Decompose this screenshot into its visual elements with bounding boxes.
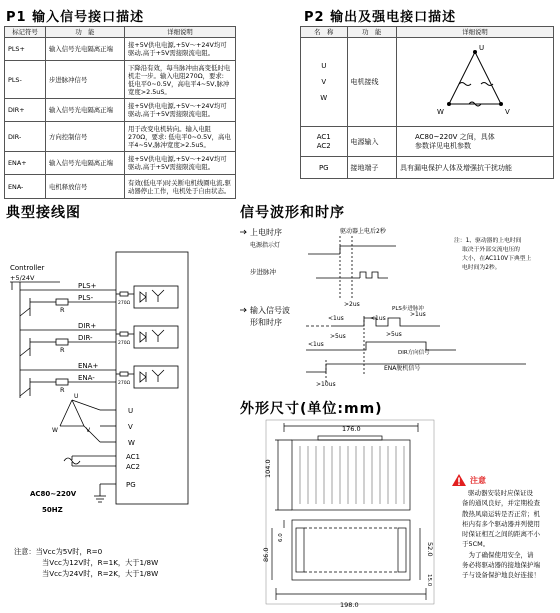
warning-line: 驱动器安装时应保证设 — [468, 489, 533, 497]
p1-row-function: 输入信号光电隔离正端 — [46, 152, 125, 175]
opto-resistor-label: 270Ω — [118, 341, 131, 346]
p1-row-detail: 接+5V供电电源,+5V～+24V均可驱动,高于+5V需接限流电阻。 — [125, 152, 236, 175]
p2-pg-desc: 具有漏电保护人体及增强抗干扰功能 — [397, 157, 554, 179]
step-pulse-label: 步进脉冲 — [250, 268, 276, 276]
frequency-label: 50HZ — [42, 506, 63, 514]
p1-row-symbol: PLS+ — [5, 38, 46, 61]
timing-gt2us: >2us — [344, 301, 360, 308]
input-pls-plus: PLS+ — [78, 282, 97, 290]
timing-note-line: 大小，在AC110V下典型上 — [462, 256, 532, 262]
input-dir-minus: DIR- — [78, 334, 93, 342]
motor-winding-diagram — [397, 38, 553, 124]
tri-label-u: U — [479, 44, 485, 52]
p2-header-function: 功 能 — [347, 27, 396, 38]
input-pls-minus: PLS- — [78, 294, 94, 302]
input-ena-minus: ENA- — [78, 374, 95, 382]
dim-width-top: 176.0 — [342, 425, 361, 433]
p1-row-detail: 接+5V供电电源,+5V～+24V均可驱动,高于+5V需接限流电阻。 — [125, 99, 236, 122]
output-ac2: AC2 — [126, 463, 141, 471]
dimension-drawing — [256, 416, 440, 612]
timing-gt10us: >10us — [316, 381, 336, 388]
output-u: U — [128, 407, 134, 415]
p1-row-function: 输入信号光电隔离正端 — [46, 38, 125, 61]
p1-row-detail: 下降沿有效，每当脉冲由高变低时电机走一步。输入电阻270Ω，要求: 低电平0~0.5V，高电平4~5V,脉冲宽度>2.5uS。 — [125, 61, 236, 99]
output-v: V — [128, 423, 133, 431]
wiring-diagram — [0, 220, 232, 520]
p2-power-desc-1: AC80~220V 之间，具体 — [415, 132, 495, 141]
p1-row-symbol: DIR+ — [5, 99, 46, 122]
p1-row-function: 方向控制信号 — [46, 122, 125, 152]
dim-width-bottom: 198.0 — [340, 601, 359, 609]
p2-power-desc-2: 参数详见电机参数 — [415, 141, 471, 150]
warning-line: 备的通风良好，并定期检查 — [462, 499, 540, 508]
timing-diagram — [236, 220, 558, 392]
p2-pin-u: U — [321, 62, 327, 70]
output-pg: PG — [126, 481, 136, 489]
warning-text — [462, 488, 558, 581]
timing-note-line: 注：1、驱动器的上电时间 — [454, 238, 522, 244]
warning-line: 于5CM。 — [462, 540, 490, 549]
motor-tri-u: U — [74, 393, 79, 400]
tri-label-w: W — [437, 108, 444, 116]
p1-header-function: 功 能 — [46, 27, 125, 38]
p2-pin-w: W — [320, 94, 328, 102]
warning-line: 为了确保使用安全，请 — [462, 550, 534, 559]
p1-row-function: 输入信号光电隔离正端 — [46, 99, 125, 122]
warning-line: 散热风扇运转是否正常；机 — [462, 509, 540, 518]
power-lamp-label: 电源指示灯 — [250, 242, 281, 249]
opto-resistor-label: 270Ω — [118, 381, 131, 386]
controller-label: Controller — [10, 264, 45, 272]
motor-tri-w: W — [52, 427, 58, 434]
p1-row-detail: 有效(低电平)时关断电机线圈电流,驱动器停止工作，电机处于自由状态。 — [125, 175, 236, 199]
p2-pin-ac1: AC1 — [316, 132, 331, 141]
timing-gt1us: >1us — [410, 311, 426, 318]
opto-resistor-label: 270Ω — [118, 301, 131, 306]
timing-lt1us: <1us — [370, 315, 386, 322]
timing-note-line: 电时间为2秒。 — [462, 265, 501, 271]
power-delay-label: 驱动器上电后2秒 — [340, 228, 386, 235]
power-on-label: 上电时序 — [250, 228, 282, 237]
timing-lt1us: <1us — [308, 341, 324, 348]
p2-pin-ac2: AC2 — [316, 141, 331, 150]
warning-line: 子与设备保护地良好连接！ — [462, 571, 540, 580]
motor-tri-v: V — [86, 427, 91, 434]
note-line: 当Vcc为24V时，R=2K，大于1/8W — [42, 569, 159, 578]
output-w: W — [128, 439, 135, 447]
p2-header-detail: 详细说明 — [397, 27, 554, 38]
p1-table — [4, 26, 236, 199]
signal-title: 信号波形和时序 — [240, 205, 345, 221]
note-prefix: 注意： — [14, 547, 36, 556]
p1-header-detail: 详细说明 — [125, 27, 236, 38]
dim-6: 6.0 — [278, 533, 284, 542]
input-ena-plus: ENA+ — [78, 362, 99, 370]
warning-line: 务必将驱动器的接地保护端 — [462, 561, 540, 570]
dims-title: 外形尺寸(单位:mm) — [240, 401, 383, 417]
dim-height-left: 104.0 — [264, 459, 272, 478]
wiring-notes — [14, 546, 158, 579]
timing-note-line: 取决于外部交流电压的 — [462, 247, 520, 253]
p1-row-detail: 用于改变电机转向。输入电阻270Ω，要求: 低电平0~0.5V，高电平4~5V,脉冲宽度>2.5uS。 — [125, 122, 236, 152]
p2-pg-function: 接地端子 — [347, 157, 396, 179]
note-line: 当Vcc为5V时，R=0 — [35, 547, 103, 556]
pls-pulse-label: PLS步进脉冲 — [392, 306, 424, 312]
p1-row-symbol: ENA- — [5, 175, 46, 199]
timing-lt1us: <1us — [328, 315, 344, 322]
input-dir-plus: DIR+ — [78, 322, 97, 330]
dim-52: 52.0 — [426, 542, 434, 557]
wiring-title: 典型接线图 — [6, 205, 81, 221]
p2-motor-function: 电机接线 — [347, 38, 396, 127]
resistor-label: R — [60, 346, 65, 354]
p2-pin-pg: PG — [301, 157, 348, 179]
p1-row-symbol: DIR- — [5, 122, 46, 152]
timing-gt5us: >5us — [330, 333, 346, 340]
note-line: 当Vcc为12V时，R=1K，大于1/8W — [42, 558, 159, 567]
warning-line: 时保证相互之间的距离不小 — [462, 530, 540, 539]
ena-signal-label: ENA脱机信号 — [384, 365, 421, 372]
p2-table — [300, 26, 554, 179]
p1-row-detail: 接+5V供电电源,+5V～+24V均可驱动,高于+5V需接限流电阻。 — [125, 38, 236, 61]
input-wave-title: 形和时序 — [250, 318, 282, 327]
tri-label-v: V — [505, 108, 510, 116]
dim-15: 15.0 — [426, 574, 432, 587]
timing-gt5us: >5us — [386, 331, 402, 338]
p1-title: P1 输入信号接口描述 — [6, 10, 145, 25]
supply-label: +5/24V — [10, 274, 35, 282]
warning-header — [452, 474, 486, 486]
p1-row-symbol: PLS- — [5, 61, 46, 99]
p1-row-function: 电机释放信号 — [46, 175, 125, 199]
resistor-label: R — [60, 306, 65, 314]
dir-signal-label: DIR方向信号 — [398, 350, 430, 356]
warning-title: 注意 — [470, 475, 486, 485]
output-ac1: AC1 — [126, 453, 141, 461]
resistor-label: R — [60, 386, 65, 394]
p2-pin-v: V — [321, 78, 327, 86]
input-wave-title: 输入信号波 — [250, 306, 290, 315]
p1-header-symbol: 标记符号 — [5, 27, 46, 38]
ac-voltage-label: AC80~220V — [30, 490, 77, 498]
dim-86: 86.0 — [262, 547, 270, 562]
warning-icon — [452, 474, 466, 486]
p1-row-function: 步进脉冲信号 — [46, 61, 125, 99]
p2-title: P2 输出及强电接口描述 — [304, 10, 457, 25]
p2-power-function: 电源输入 — [347, 127, 396, 157]
p2-header-name: 名 称 — [301, 27, 348, 38]
p1-row-symbol: ENA+ — [5, 152, 46, 175]
warning-line: 柜内有多个驱动器并列使用 — [462, 519, 540, 528]
